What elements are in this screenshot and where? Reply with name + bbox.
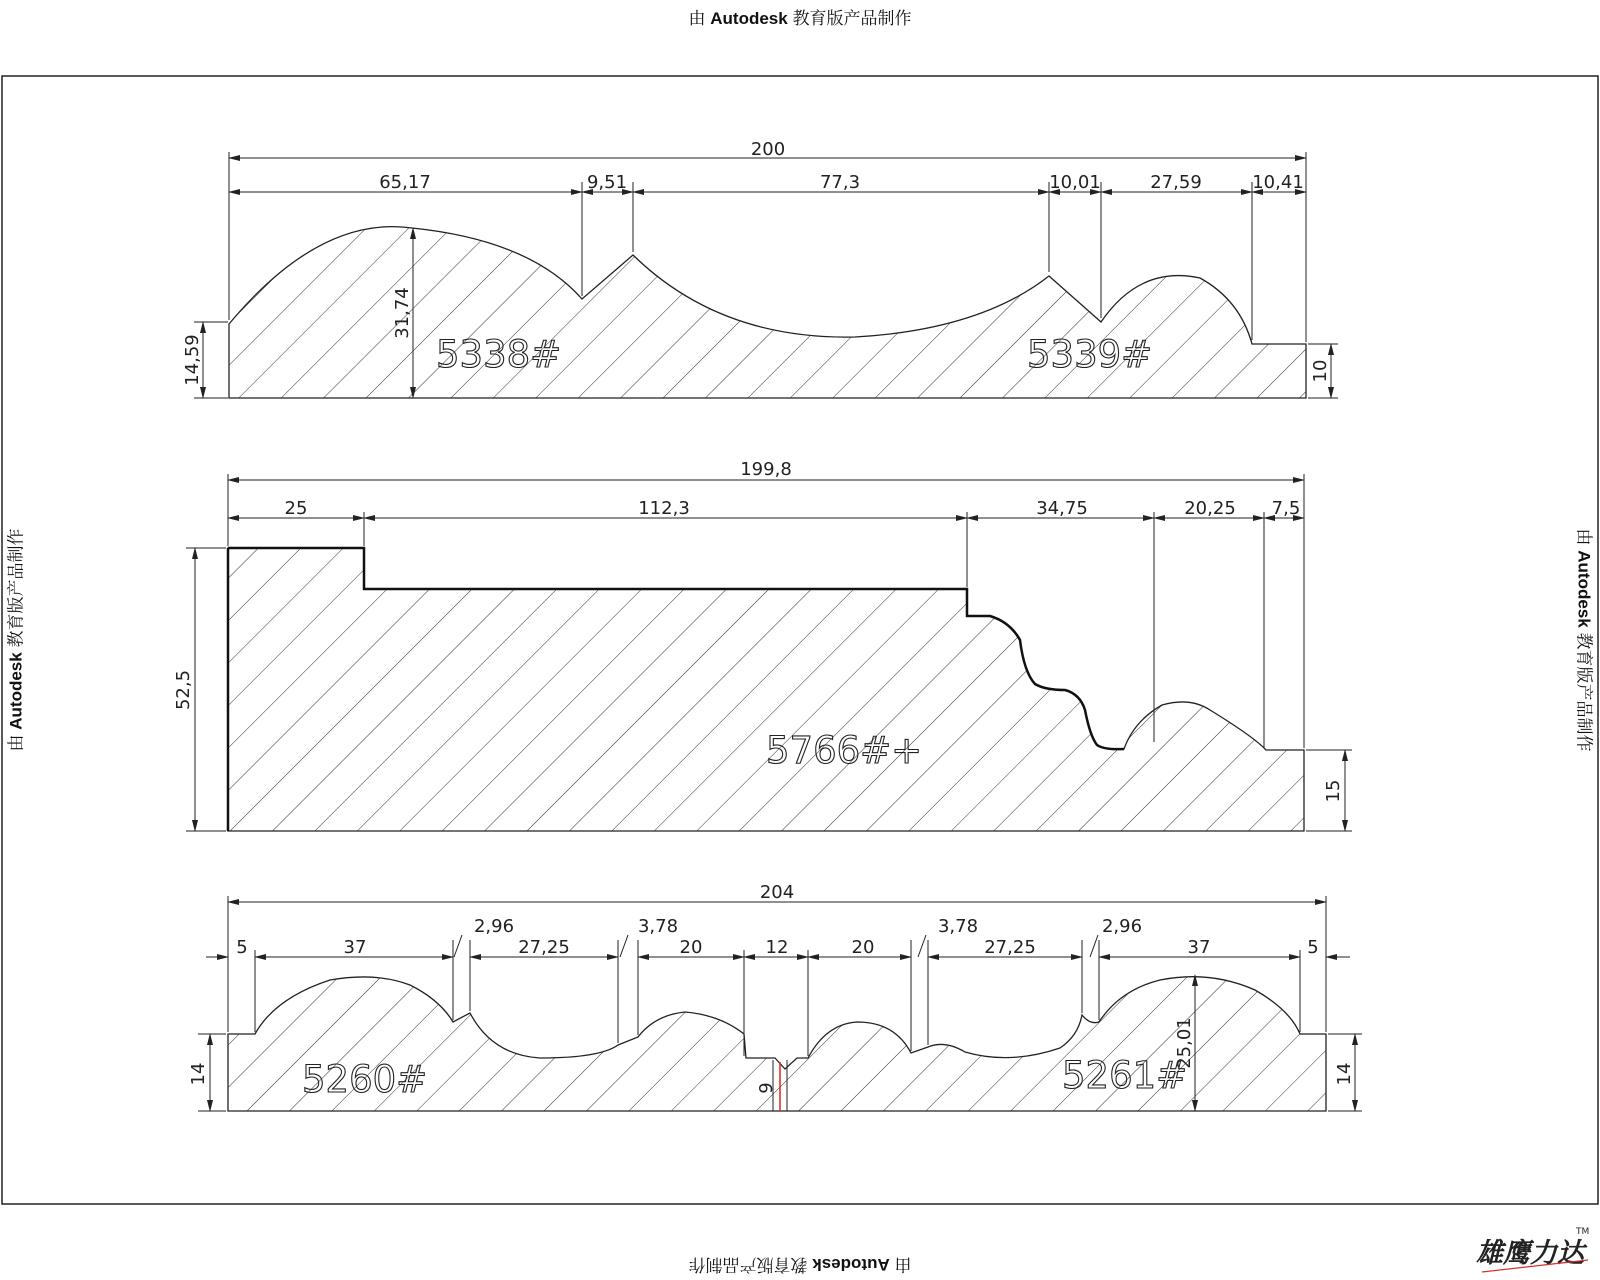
dim-segment: 9,51 [586,172,628,193]
brand-logo [1476,1222,1594,1276]
dim-segment: 3,78 [637,916,679,937]
dim-segment: 20 [851,937,875,958]
dim-height-left: 14,59 [182,334,203,386]
profile-5766 [173,459,1352,831]
dim-overall: 199,8 [740,459,792,480]
dim-segment: 20 [679,937,703,958]
profile-label-5766: 5766#+ [766,729,923,772]
watermark-left: 由 Autodesk 教育版产品制作 [6,528,26,752]
profile-label-5339: 5339# [1027,333,1153,376]
dim-segment: 112,3 [638,498,690,519]
dim-segment: 77,3 [819,172,861,193]
profile-label-5338: 5338# [436,333,562,376]
dim-segment: 2,96 [473,916,515,937]
watermark-right: 由 Autodesk 教育版产品制作 [1574,528,1594,752]
dim-segment: 20,25 [1184,498,1236,519]
profile-label-5260: 5260# [302,1058,428,1101]
dim-segment: 34,75 [1036,498,1088,519]
dim-height-peak: 31,74 [392,287,413,339]
dim-segment: 2,96 [1101,916,1143,937]
dim-segment: 5 [1307,937,1319,958]
dim-height-left: 14 [188,1062,209,1086]
profile-label-5261: 5261# [1062,1054,1188,1097]
dim-segment: 5 [236,937,248,958]
dim-segment: 3,78 [937,916,979,937]
profile-5260-5261 [188,882,1362,1111]
profile-5766-shape [228,548,1304,831]
dim-segment: 37 [1187,937,1211,958]
dim-overall: 200 [750,139,786,160]
dim-segment: 37 [343,937,367,958]
dim-height-right: 15 [1323,779,1344,803]
dim-height-right: 10 [1310,359,1331,383]
profile-5338-5339 [182,139,1338,398]
dim-segment: 7,5 [1271,498,1301,519]
dim-height-peak: 25,01 [1174,1017,1195,1069]
dim-segment: 27,25 [518,937,570,958]
dim-height-left: 52,5 [173,669,194,711]
dim-segment: 10,01 [1049,172,1101,193]
dim-segment: 10,41 [1252,172,1304,193]
dim-segment: 27,59 [1150,172,1202,193]
brand-logo-text: 雄鹰力达 [1476,1238,1584,1269]
dim-segment: 65,17 [379,172,431,193]
dim-segment: 25 [284,498,308,519]
dim-overall: 204 [759,882,795,903]
dim-height-right: 14 [1334,1062,1355,1086]
brand-logo-tm: TM [1576,1227,1590,1237]
watermark-top: 由 Autodesk 教育版产品制作 [688,9,912,28]
dim-groove-depth: 9 [756,1082,777,1094]
dim-segment: 12 [765,937,789,958]
dim-segment: 27,25 [984,937,1036,958]
watermark-bottom: 由 Autodesk 教育版产品制作 [688,1255,912,1274]
